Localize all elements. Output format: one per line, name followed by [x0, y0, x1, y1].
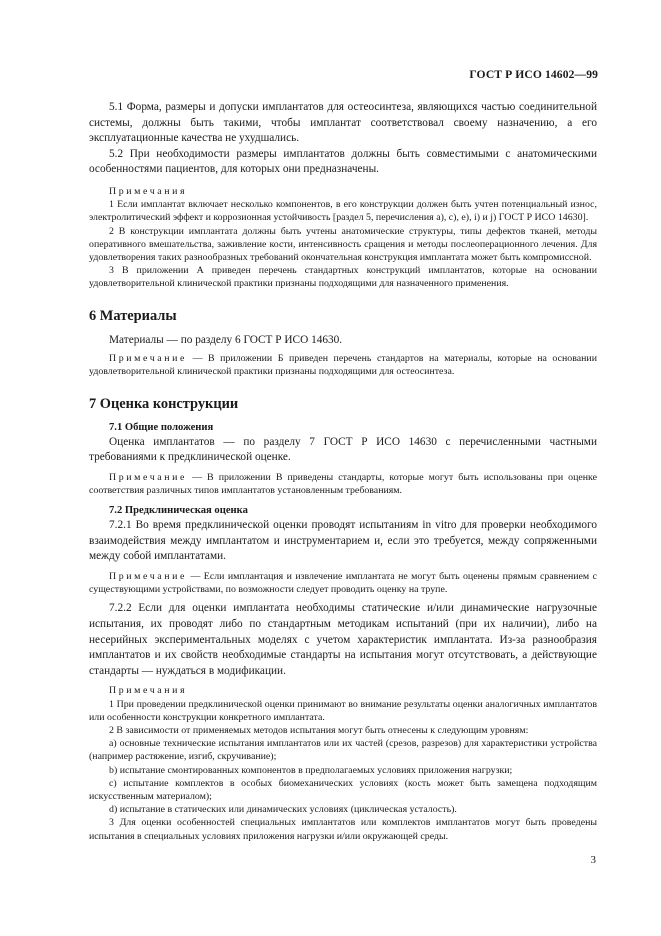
notes-title: Примечания	[109, 185, 188, 197]
note-7-2-b: b) испытание смонтированных компонентов в предполагаемых условиях приложения нагрузки;	[109, 764, 513, 776]
clause-7-2-2: 7.2.2 Если для оценки имплантата необходимы статические и/или динамические нагрузочные испытания, их проводят либо по стандартным методикам испытаний (при их наличии), либо на несерийных экспериментальных моделях с учетом характеристик имплантата. Из-за разнообразия имплантатов и их свойств необходимые стандарты на испытания могут отсутствовать, а действующие стандарты — нуждаться в модификации.	[89, 602, 597, 677]
note-label: Примечание	[109, 471, 188, 483]
clause-7-1-note	[89, 471, 597, 497]
section-6-note	[89, 352, 597, 378]
note-7-2-c: c) испытание комплектов в особых биомеханических условиях (кость может быть замещена подходящим искусственным материалом);	[89, 777, 597, 802]
clause-7-2-1: 7.2.1 Во время предклинической оценки проводят испытаниям in vitro для проверки необходимого взаимодействия между имплантатом и инструментарием и, если это требуется, между сопряженными между собой имплантатами.	[89, 519, 597, 563]
note-7-2-a: a) основные технические испытания имплантатов или их частей (срезов, разрезов) для характеристики устройства (например растяжение, изгиб, скручивание);	[89, 738, 597, 763]
standard-code-header: ГОСТ Р ИСО 14602—99	[469, 68, 598, 81]
clause-5-2: 5.2 При необходимости размеры имплантатов должны быть совместимыми с анатомическими особенностями пациентов, для которых они предназначены.	[89, 147, 597, 176]
note-7-3: 3 Для оценки особенностей специальных имплантатов или комплектов имплантатов могут быть проведены испытания в специальных условиях приложения нагрузки и/или окружающей среды.	[89, 817, 597, 842]
note-5-1: 1 Если имплантат включает несколько компонентов, в его конструкции должен быть учтен потенциальный износ, электролитический эффект и коррозионная устойчивость [раздел 5, перечисления a), c), e), i) и j) ГОСТ Р ИСО 14630].	[89, 199, 597, 224]
section-7-heading: 7 Оценка конструкции	[89, 395, 239, 412]
clause-7-1-text: Оценка имплантатов — по разделу 7 ГОСТ Р ИСО 14630 с перечисленными частными требованиями к предклинической оценке.	[89, 435, 597, 464]
note-5-3: 3 В приложении А приведен перечень стандартных конструкций имплантатов, которые на основании удовлетворительной клинической практики признаны подходящими для назначенного применения.	[89, 265, 597, 290]
clause-7-2-1-note	[89, 570, 597, 596]
page-number: 3	[590, 854, 596, 866]
clause-7-2-heading: 7.2 Предклиническая оценка	[109, 505, 248, 517]
note-text: — В приложении В приведены стандарты, которые могут быть использованы при оценке соответствия различных типов имплантатов установленным требованиям.	[89, 471, 597, 496]
note-text: — В приложении Б приведен перечень стандартов на материалы, которые на основании удовлетворительной клинической практики признаны подходящими для остеосинтеза.	[89, 353, 597, 378]
document-body	[89, 100, 597, 843]
note-text: — Если имплантация и извлечение имплантата не могут быть оценены прямым сравнением с существующими устройствами, по возможности следует проводить оценку на трупе.	[89, 570, 597, 596]
section-6-text: Материалы — по разделу 6 ГОСТ Р ИСО 14630.	[109, 333, 343, 346]
note-7-1: 1 При проведении предклинической оценки принимают во внимание результаты оценки аналогичных имплантатов или особенности конструкции конкретного имплантата.	[89, 698, 597, 723]
note-7-2-d: d) испытание в статических или динамических условиях (циклическая усталость).	[109, 804, 457, 816]
note-7-2: 2 В зависимости от применяемых методов испытания могут быть отнесены к следующим уровням:	[109, 724, 529, 736]
clause-7-1-heading: 7.1 Общие положения	[109, 421, 214, 433]
note-label: Примечание	[109, 570, 188, 582]
note-label: Примечание	[109, 353, 188, 365]
note-5-2: 2 В конструкции имплантата должны быть учтены анатомические структуры, типы дефектов тканей, методы оперативного вмешательства, заживление кости, интенсивность сращения и методы послеоперационного лечения. Для удовлетворения таких разнообразных требований окончательная конструкция имплантата может быть компромиссной.	[89, 225, 597, 263]
notes-title: Примечания	[109, 685, 188, 697]
clause-5-1: 5.1 Форма, размеры и допуски имплантатов для остеосинтеза, являющихся частью соединительной системы, должны быть такими, чтобы имплантат соответствовал своему назначению, а его эксплуатационные качества не ухудшались.	[89, 101, 597, 145]
section-6-heading: 6 Материалы	[89, 307, 177, 324]
